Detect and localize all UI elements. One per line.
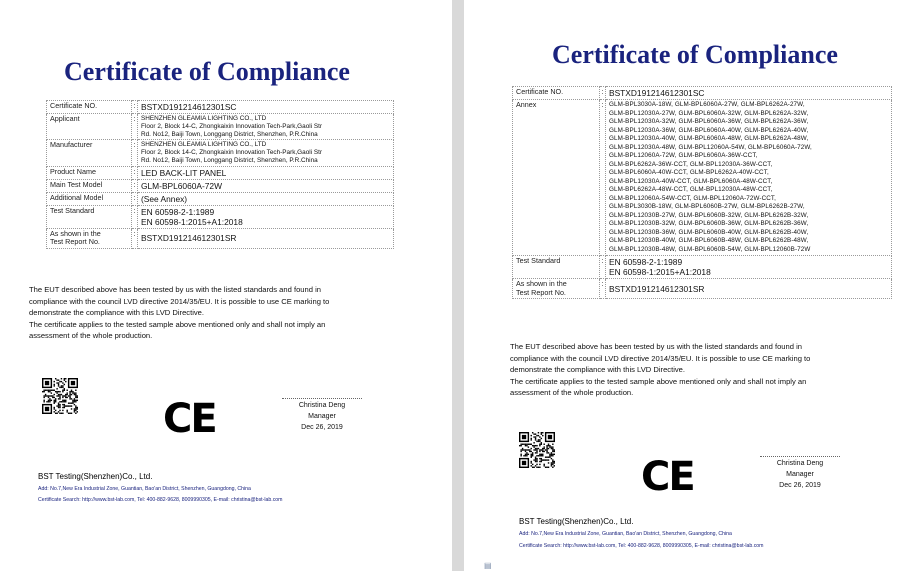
issuer-address: Add: No.7,New Era Industrial Zone, Guantian, Bao'an District, Shenzhen, Guangdong, China — [38, 486, 251, 492]
additional-model-value: (See Annex) — [138, 192, 394, 205]
report-label-line: As shown in the — [516, 279, 567, 288]
test-standard-line: EN 60598-2-1:1989 — [609, 257, 683, 267]
annex-line: GLM-BPL12030B-27W, GLM-BPL6060B-32W, GLM-BPL6262B-32W, — [609, 211, 809, 219]
annex-line: GLM-BPL12030B-48W, GLM-BPL6060B-54W, GLM-BPL12060B-72W — [609, 245, 811, 253]
issuer-address: Add: No.7,New Era Industrial Zone, Guantian, Bao'an District, Shenzhen, Guangdong, China — [519, 531, 732, 537]
annex-line: GLM-BPL12030A-36W, GLM-BPL6060A-40W, GLM-BPL6262A-40W, — [609, 126, 809, 134]
signature-block — [760, 456, 840, 491]
annex-label: Annex — [513, 100, 600, 256]
certificate-info-table — [512, 86, 892, 299]
product-name-value: LED BACK-LIT PANEL — [138, 166, 394, 179]
main-model-value: GLM-BPL6060A-72W — [138, 179, 394, 192]
annex-line: GLM-BPL12030B-32W, GLM-BPL6060B-36W, GLM-BPL6262B-36W, — [609, 220, 809, 227]
cert-no-value: BSTXD191214612301SC — [138, 101, 394, 114]
signatory-name: Christina Deng — [298, 402, 346, 409]
statement-line: The certificate applies to the tested sample above mentioned only and shall not imply an — [29, 319, 326, 329]
row-annex: Annex : GLM-BPL3030A-18W, GLM-BPL6060A-27W, GLM-BPL6262A-27W, GLM-BPL12030A-27W, GLM-BPL6060A-32W, GLM-BPL6262A-32W, GLM-BPL12030A-32W, GLM-BPL6060A-36W, GLM-BPL6262A-36W, GLM-BPL12030A-36W, GLM-BPL6060A-40W, GLM-BPL6262A-40W, GLM-BPL12030A-40W, GLM-BPL6060A-48W, GLM-BPL6262A-48W, GLM-BPL12030A-48W, GLM-BPL12060A-54W, GLM-BPL6060A-72W, GLM-BPL12060A-72W, GLM-BPL6060A-36W-CCT, GLM-BPL6262A-36W-CCT, GLM-BPL12030A-36W-CCT, GLM-BPL6060A-40W-CCT, GLM-BPL6262A-40W-CCT, GLM-BPL12030A-40W-CCT, GLM-BPL6060A-48W-CCT, GLM-BPL6262A-48W-CCT, GLM-BPL12030A-48W-CCT, GLM-BPL12060A-54W-CCT, GLM-BPL12060A-72W-CCT, GLM-BPL3030B-18W, GLM-BPL6060B-27W, GLM-BPL6262B-27W, GLM-BPL12030B-27W, GLM-BPL6060B-32W, GLM-BPL6262B-32W, GLM-BPL12030B-32W, GLM-BPL6060B-36W, GLM-BPL6262B-36W, GLM-BPL12030B-36W, GLM-BPL6060B-40W, GLM-BPL6262B-40W, GLM-BPL12030B-40W, GLM-BPL6060B-48W, GLM-BPL6262B-48W, GLM-BPL12030B-48W, GLM-BPL6060B-54W, GLM-BPL12060B-72W — [513, 100, 892, 256]
report-label — [47, 228, 132, 248]
statement-line: The EUT described above has been tested by us with the listed standards and found in — [29, 285, 321, 294]
annex-models — [606, 100, 892, 256]
statement-line: assessment of the whole production. — [29, 331, 153, 341]
issuer-contact: Certificate Search: http://www.bst-lab.com, Tel: 400-882-9628, 8009990305, E-mail: christina@bst-lab.com — [38, 497, 283, 503]
manufacturer-line: Rd. No12, Baiji Town, Longgang District, Shenzhen, P.R.China — [141, 156, 318, 164]
report-no-value: BSTXD191214612301SR — [138, 228, 394, 248]
statement-line: compliance with the council LVD directive 2014/35/EU. It is possible to use CE marking to — [29, 296, 330, 306]
row-report-no: As shown in the Test Report No. : BSTXD191214612301SR — [47, 228, 394, 248]
row-cert-no: Certificate NO. : BSTXD191214612301SC — [47, 101, 394, 114]
certificate-page-2 — [464, 0, 918, 571]
test-standard-line: EN 60598-1:2015+A1:2018 — [609, 267, 711, 277]
signatory-role: Manager — [786, 471, 814, 478]
row-applicant: Applicant : SHENZHEN GLEAMIA LIGHTING CO., LTD Floor 2, Block 14-C, Zhongkaixin Innovation Tech-Park,Gaoli Str Rd. No12, Baiji Town, Longgang District, Shenzhen, P.R.China — [47, 114, 394, 140]
cert-no-label: Certificate NO. — [513, 87, 600, 100]
signature-date: Dec 26, 2019 — [301, 424, 343, 431]
signature-block — [282, 398, 362, 433]
ce-mark: CE — [641, 454, 694, 500]
cert-no-label: Certificate NO. — [47, 101, 132, 114]
applicant-label: Applicant — [47, 114, 132, 140]
annex-line: GLM-BPL12030B-36W, GLM-BPL6060B-40W, GLM-BPL6262B-40W, — [609, 228, 809, 236]
report-no-value: BSTXD191214612301SR — [606, 279, 892, 299]
annex-line: GLM-BPL12030A-40W, GLM-BPL6060A-48W, GLM-BPL6262A-48W, — [609, 135, 809, 142]
test-standard-line: EN 60598-1:2015+A1:2018 — [141, 216, 243, 227]
annex-line: GLM-BPL12030A-48W, GLM-BPL12060A-54W, GLM-BPL6060A-72W, — [609, 143, 812, 151]
applicant-line: Floor 2, Block 14-C, Zhongkaixin Innovation Tech-Park,Gaoli Str — [141, 122, 323, 130]
issuer-contact: Certificate Search: http://www.bst-lab.com, Tel: 400-882-9628, 8009990305, E-mail: christina@bst-lab.com — [519, 543, 764, 549]
signature-line — [282, 398, 362, 399]
annex-line: GLM-BPL12030A-32W, GLM-BPL6060A-36W, GLM-BPL6262A-36W, — [609, 118, 809, 125]
report-label — [513, 279, 600, 299]
statement-line: The certificate applies to the tested sample above mentioned only and shall not imply an — [510, 376, 807, 386]
manufacturer-line: SHENZHEN GLEAMIA LIGHTING CO., LTD — [141, 141, 267, 149]
row-product-name: Product Name : LED BACK-LIT PANEL — [47, 166, 394, 179]
applicant-line: Rd. No12, Baiji Town, Longgang District, Shenzhen, P.R.China — [141, 130, 318, 138]
manufacturer-label: Manufacturer — [47, 140, 132, 166]
signature-date: Dec 26, 2019 — [779, 482, 821, 489]
report-label-line: Test Report No. — [50, 237, 100, 247]
certificate-title: Certificate of Compliance — [64, 57, 350, 86]
test-standard-value — [606, 256, 892, 279]
main-model-label: Main Test Model — [47, 179, 132, 192]
annex-line: GLM-BPL6060A-40W-CCT, GLM-BPL6262A-40W-CCT, — [609, 169, 769, 176]
annex-line: GLM-BPL3030B-18W, GLM-BPL6060B-27W, GLM-BPL6262B-27W, — [609, 203, 805, 210]
annex-line: GLM-BPL3030A-18W, GLM-BPL6060A-27W, GLM-BPL6262A-27W, — [609, 101, 805, 108]
row-additional-model: Additional Model : (See Annex) — [47, 192, 394, 205]
annex-line: GLM-BPL12060A-72W, GLM-BPL6060A-36W-CCT, — [609, 152, 758, 159]
applicant-value — [138, 114, 394, 140]
statement-line: demonstrate the compliance with this LVD Directive. — [510, 365, 686, 375]
row-cert-no: Certificate NO. : BSTXD191214612301SC — [513, 87, 892, 100]
annex-line: GLM-BPL6262A-36W-CCT, GLM-BPL12030A-36W-CCT, — [609, 160, 773, 168]
certificate-page-1 — [0, 0, 452, 571]
product-name-label: Product Name — [47, 166, 132, 179]
test-standard-label: Test Standard — [47, 205, 132, 228]
ce-mark: CE — [163, 396, 216, 442]
issuer-name: BST Testing(Shenzhen)Co., Ltd. — [519, 517, 634, 526]
certificate-info-table — [46, 100, 394, 249]
manufacturer-value — [138, 140, 394, 166]
row-test-standard: Test Standard : EN 60598-2-1:1989 EN 60598-1:2015+A1:2018 — [47, 205, 394, 228]
row-test-standard: Test Standard : EN 60598-2-1:1989 EN 60598-1:2015+A1:2018 — [513, 256, 892, 279]
annex-line: GLM-BPL12030A-27W, GLM-BPL6060A-32W, GLM-BPL6262A-32W, — [609, 109, 809, 117]
row-main-model: Main Test Model : GLM-BPL6060A-72W — [47, 179, 394, 192]
statement-line: compliance with the council LVD directive 2014/35/EU. It is possible to use CE marking to — [510, 353, 811, 363]
document-icon[interactable]: ▤ — [484, 561, 492, 570]
compliance-statement — [29, 284, 429, 342]
signatory-role: Manager — [308, 413, 336, 420]
statement-line: demonstrate the compliance with this LVD Directive. — [29, 308, 205, 318]
statement-line: The EUT described above has been tested by us with the listed standards and found in — [510, 342, 802, 351]
manufacturer-line: Floor 2, Block 14-C, Zhongkaixin Innovation Tech-Park,Gaoli Str — [141, 149, 323, 157]
annex-line: GLM-BPL12030A-40W-CCT, GLM-BPL6060A-48W-CCT, — [609, 177, 773, 185]
additional-model-label: Additional Model — [47, 192, 132, 205]
test-standard-line: EN 60598-2-1:1989 — [141, 206, 215, 217]
annex-line: GLM-BPL12060A-54W-CCT, GLM-BPL12060A-72W-CCT, — [609, 194, 776, 202]
test-standard-label: Test Standard — [513, 256, 600, 279]
viewer-gutter — [452, 0, 464, 571]
signature-line — [760, 456, 840, 457]
test-standard-value — [138, 205, 394, 228]
report-label-line: As shown in the — [50, 228, 101, 238]
applicant-line: SHENZHEN GLEAMIA LIGHTING CO., LTD — [141, 115, 267, 122]
report-label-line: Test Report No. — [516, 287, 566, 297]
statement-line: assessment of the whole production. — [510, 388, 634, 398]
row-report-no: As shown in the Test Report No. : BSTXD191214612301SR — [513, 279, 892, 299]
compliance-statement — [510, 341, 910, 399]
issuer-name: BST Testing(Shenzhen)Co., Ltd. — [38, 472, 153, 481]
annex-line: GLM-BPL12030B-40W, GLM-BPL6060B-48W, GLM-BPL6262B-48W, — [609, 237, 809, 244]
row-manufacturer: Manufacturer : SHENZHEN GLEAMIA LIGHTING CO., LTD Floor 2, Block 14-C, Zhongkaixin Innovation Tech-Park,Gaoli Str Rd. No12, Baiji Town, Longgang District, Shenzhen, P.R.China — [47, 140, 394, 166]
annex-line: GLM-BPL6262A-48W-CCT, GLM-BPL12030A-48W-CCT, — [609, 186, 773, 193]
signatory-name: Christina Deng — [776, 460, 824, 467]
cert-no-value: BSTXD191214612301SC — [606, 87, 892, 100]
certificate-title: Certificate of Compliance — [552, 40, 838, 69]
qr-code-icon — [519, 432, 555, 468]
qr-code-icon — [42, 378, 78, 414]
